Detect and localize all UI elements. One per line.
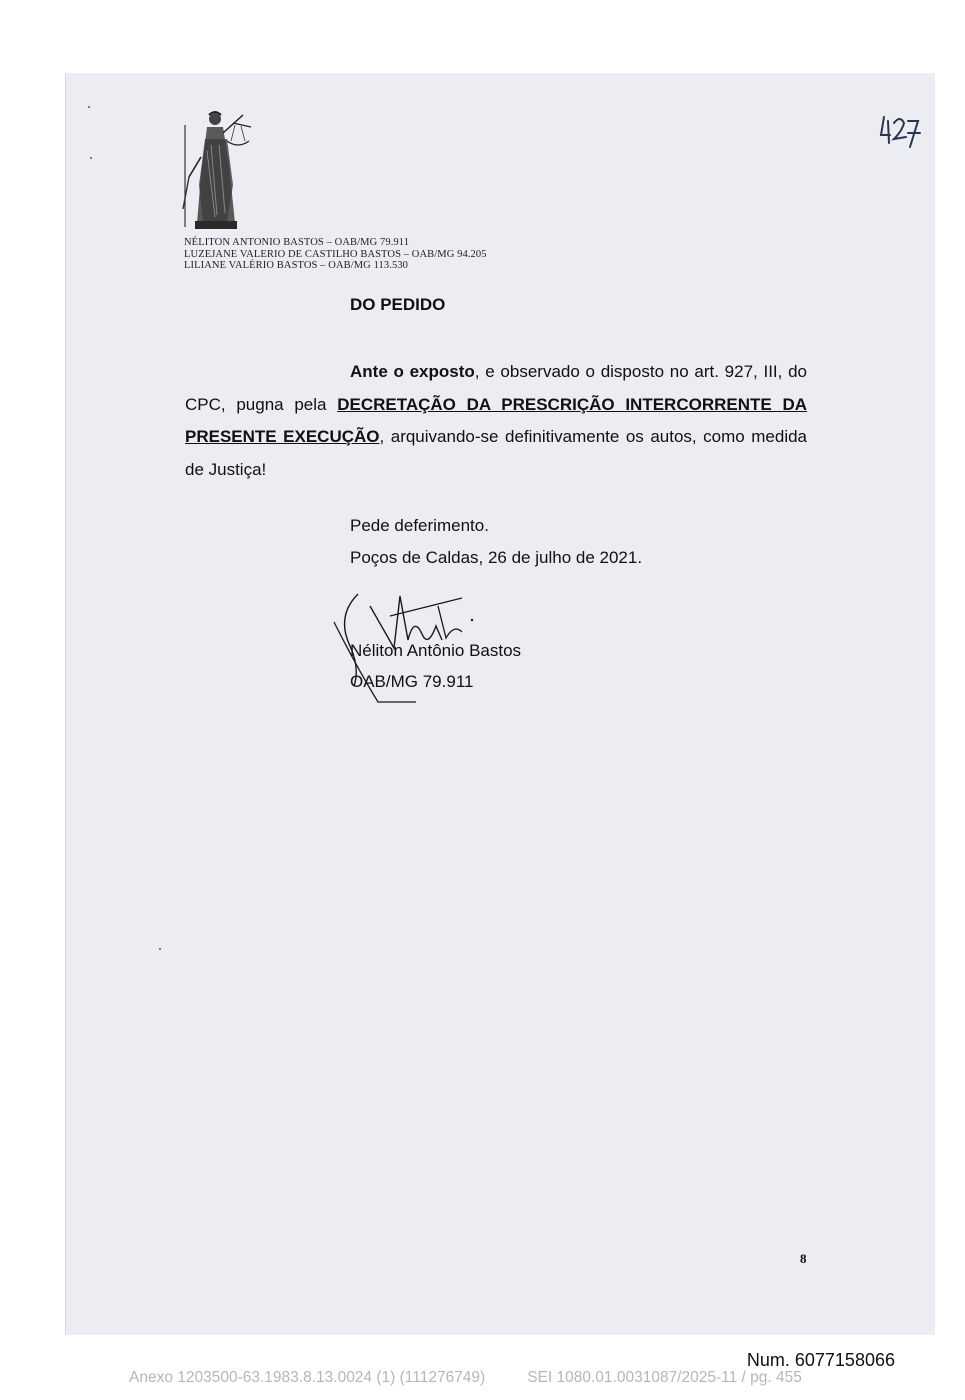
signer-block [350,635,521,697]
closing-request: Pede deferimento. [350,516,489,535]
scanned-page [65,73,935,1335]
scan-speck [88,106,90,108]
signer-name: Néliton Antônio Bastos [350,641,522,660]
closing-place-date: Poços de Caldas, 26 de julho de 2021. [350,548,643,567]
scan-speck [159,948,161,950]
paragraph-lead: Ante o exposto [350,362,475,381]
scan-speck [90,157,92,159]
lady-justice-logo [181,105,255,235]
document-number: Num. 6077158066 [746,1350,895,1370]
footer-reference [129,1369,802,1387]
section-title: DO PEDIDO [350,295,446,314]
page-number: 8 [800,1251,807,1266]
lawyer-line: NÉLITON ANTONIO BASTOS – OAB/MG 79.911 [184,237,410,248]
footer-annex: Anexo 1203500-63.1983.8.13.0024 (1) (111276749) [129,1369,486,1386]
lawyer-line: LUZEJANE VALERIO DE CASTILHO BASTOS – OAB/MG 94.205 [184,248,487,260]
lawyer-line: LILIANE VALÉRIO BASTOS – OAB/MG 113.530 [184,260,409,271]
lawyers-list [184,237,487,272]
signer-oab: OAB/MG 79.911 [350,672,474,691]
footer-sei: SEI 1080.01.0031087/2025-11 / pg. 455 [527,1369,802,1386]
request-paragraph [185,356,807,486]
handwritten-page-number [878,111,928,151]
closing-block [350,510,642,574]
paragraph-part2: , arquivando-se definitivamente os autos, como medida de Justiça! [185,427,808,479]
paragraph-underlined: DECRETAÇÃO DA PRESCRIÇÃO INTERCORRENTE DA PRESENTE EXECUÇÃO [185,394,807,446]
paragraph-part1: , e observado o disposto no art. 927, III, do CPC, pugna pela [185,362,807,414]
